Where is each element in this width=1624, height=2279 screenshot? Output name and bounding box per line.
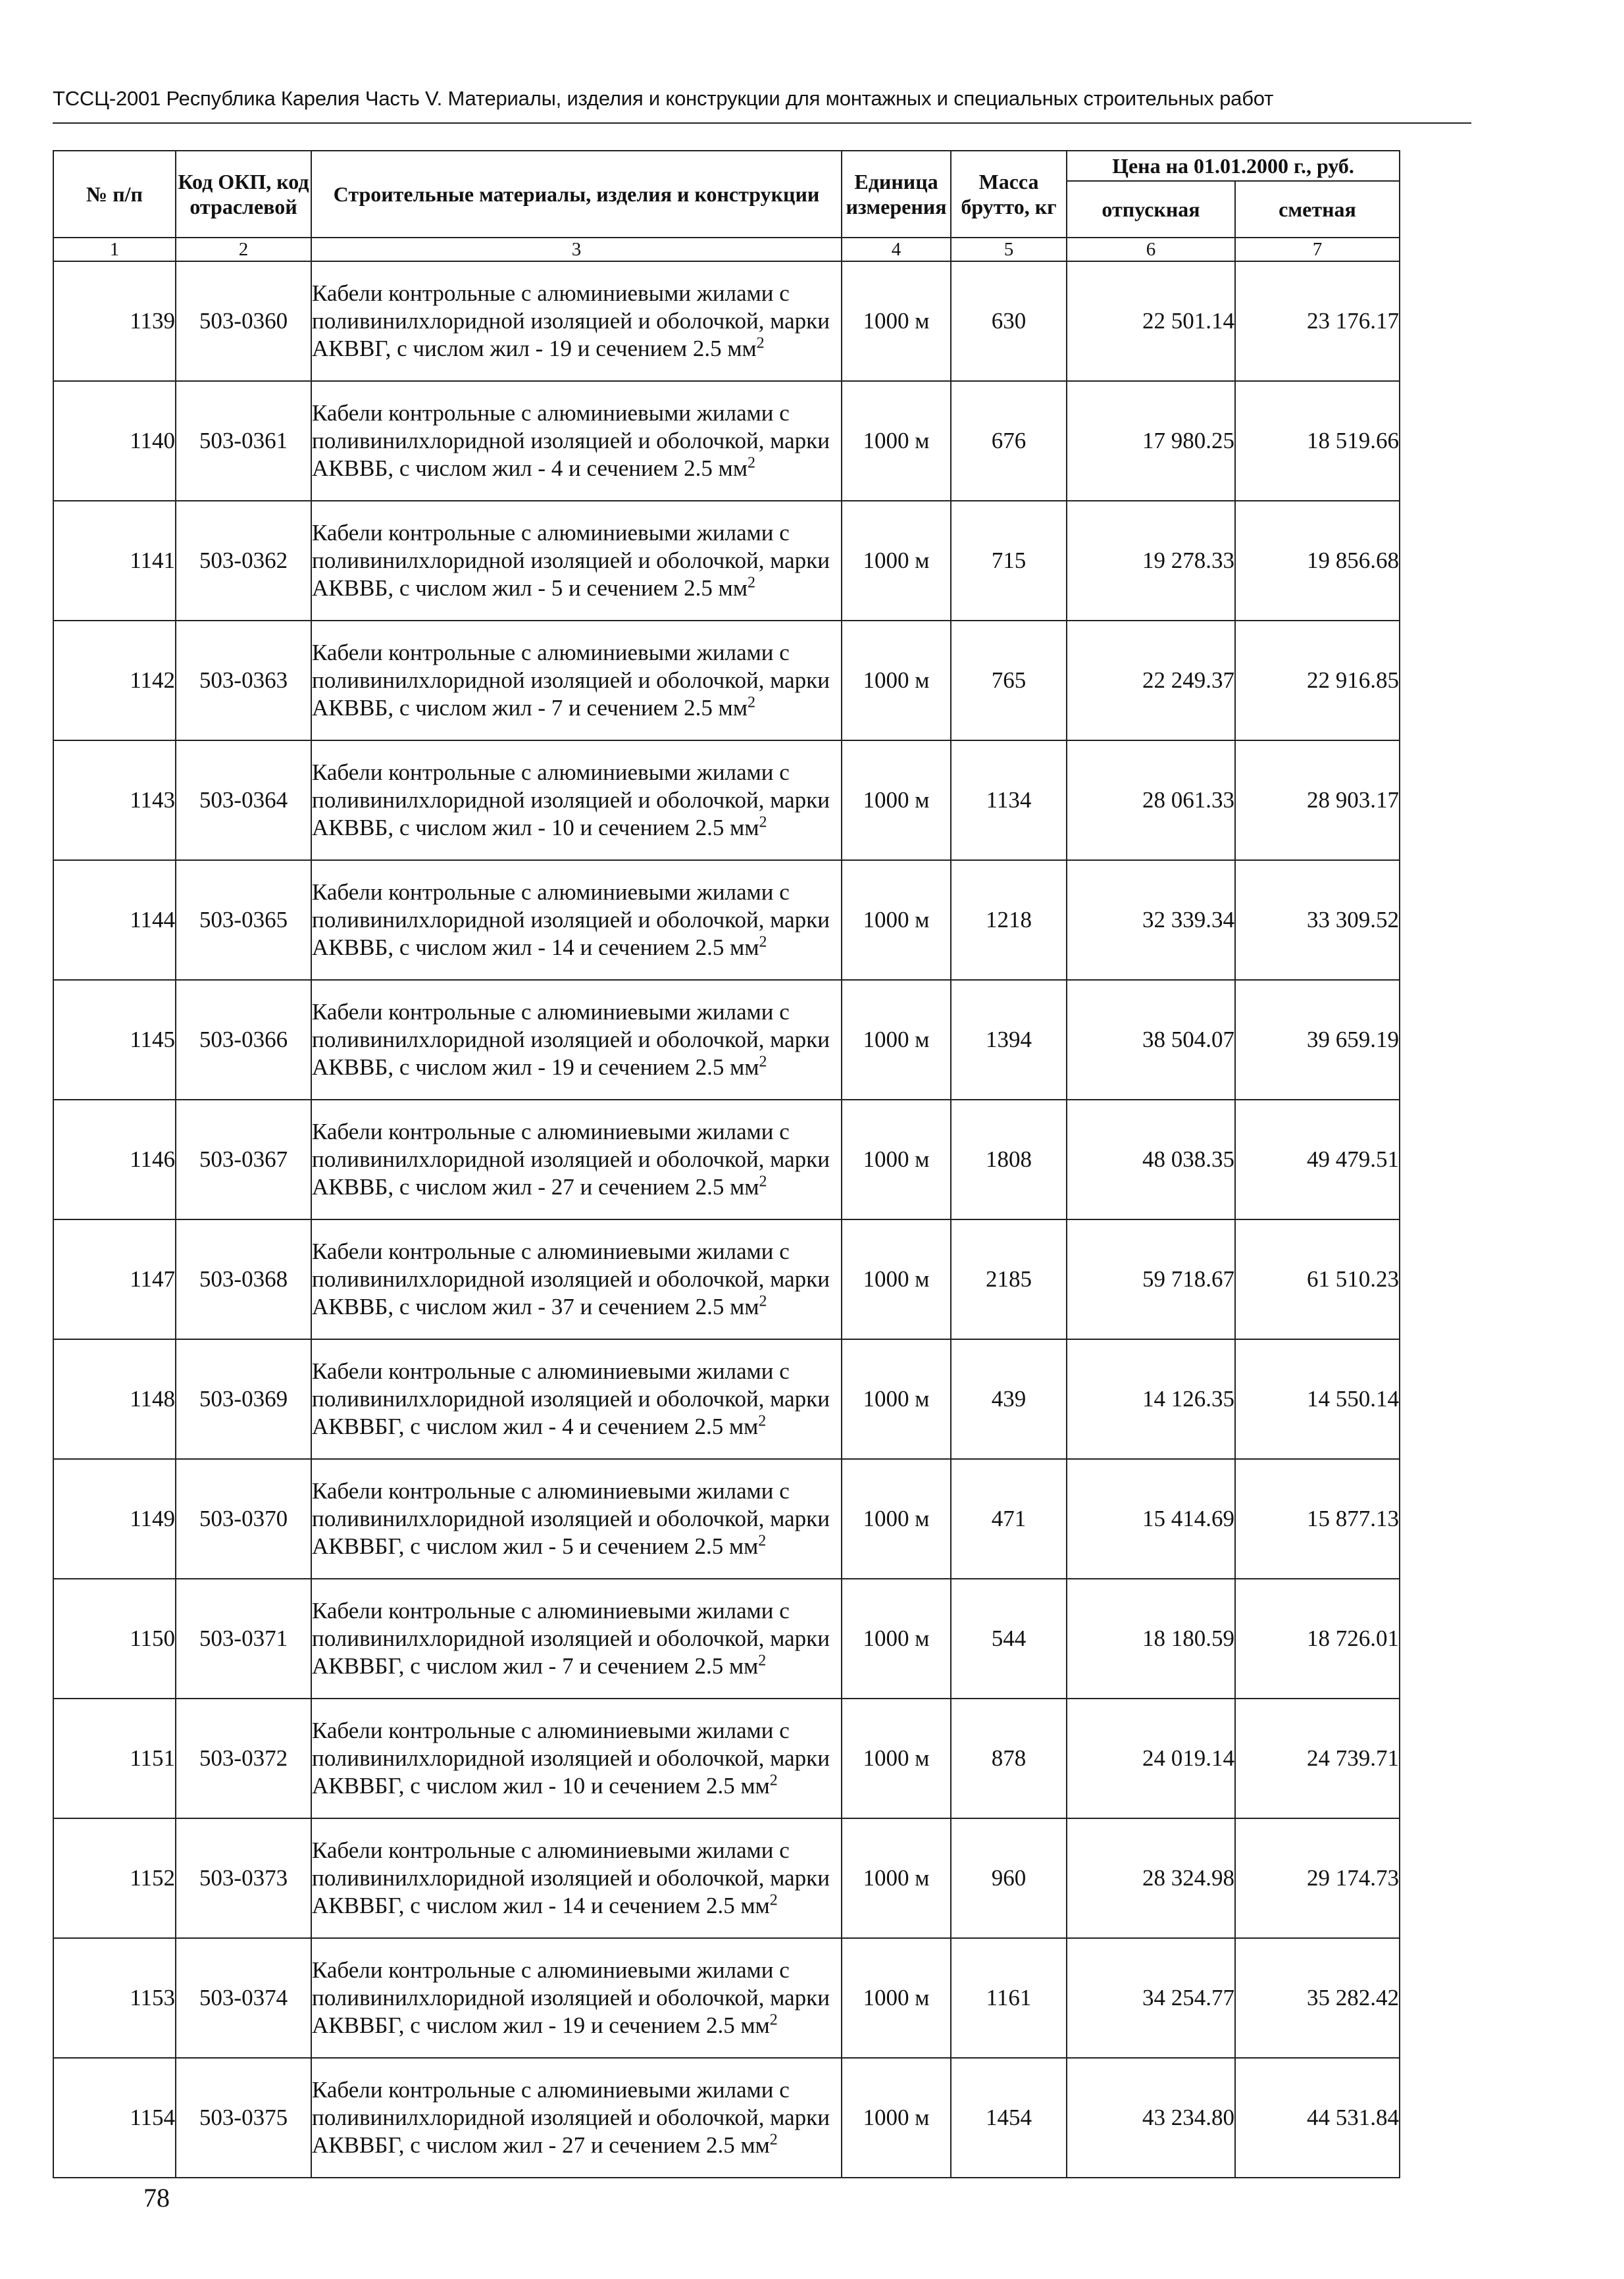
estimate-price: 39 659.19 — [1235, 980, 1400, 1100]
unit-of-measure: 1000 м — [842, 980, 951, 1100]
squared-superscript: 2 — [747, 574, 755, 592]
column-number: 1 — [53, 238, 176, 261]
description-text: Кабели контрольные с алюминиевыми жилами с поливинилхлоридной изоляцией и оболочкой, марки АКВВБГ, с числом жил - 19 и сечением 2.5 мм — [312, 1957, 830, 2038]
description-text: Кабели контрольные с алюминиевыми жилами с поливинилхлоридной изоляцией и оболочкой, марки АКВВБГ, с числом жил - 27 и сечением 2.5 мм — [312, 2077, 830, 2158]
table-row — [53, 261, 1400, 381]
table-row — [53, 381, 1400, 501]
okp-code: 503-0361 — [176, 381, 311, 501]
header-divider — [53, 122, 1471, 124]
row-number: 1146 — [53, 1100, 176, 1219]
description-text: Кабели контрольные с алюминиевыми жилами с поливинилхлоридной изоляцией и оболочкой, марки АКВВБГ, с числом жил - 10 и сечением 2.5 мм — [312, 1718, 830, 1799]
estimate-price: 44 531.84 — [1235, 2058, 1400, 2178]
estimate-price: 29 174.73 — [1235, 1818, 1400, 1938]
description-text: Кабели контрольные с алюминиевыми жилами с поливинилхлоридной изоляцией и оболочкой, марки АКВВБ, с числом жил - 10 и сечением 2.5 мм — [312, 759, 830, 840]
row-number: 1142 — [53, 621, 176, 740]
unit-of-measure: 1000 м — [842, 1938, 951, 2058]
okp-code: 503-0369 — [176, 1339, 311, 1459]
gross-mass: 471 — [951, 1459, 1067, 1579]
squared-superscript: 2 — [759, 1053, 767, 1071]
okp-code: 503-0373 — [176, 1818, 311, 1938]
release-price: 43 234.80 — [1067, 2058, 1235, 2178]
squared-superscript: 2 — [756, 334, 765, 352]
squared-superscript: 2 — [769, 1772, 778, 1789]
okp-code: 503-0366 — [176, 980, 311, 1100]
gross-mass: 676 — [951, 381, 1067, 501]
header-no: № п/п — [53, 151, 176, 238]
description-text: Кабели контрольные с алюминиевыми жилами с поливинилхлоридной изоляцией и оболочкой, марки АКВВБ, с числом жил - 7 и сечением 2.5 мм — [312, 640, 830, 721]
description-text: Кабели контрольные с алюминиевыми жилами с поливинилхлоридной изоляцией и оболочкой, марки АКВВБ, с числом жил - 5 и сечением 2.5 мм — [312, 520, 830, 601]
okp-code: 503-0363 — [176, 621, 311, 740]
description-text: Кабели контрольные с алюминиевыми жилами с поливинилхлоридной изоляцией и оболочкой, марки АКВВБ, с числом жил - 14 и сечением 2.5 мм — [312, 879, 830, 960]
estimate-price: 14 550.14 — [1235, 1339, 1400, 1459]
release-price: 28 324.98 — [1067, 1818, 1235, 1938]
material-description — [311, 621, 842, 740]
unit-of-measure: 1000 м — [842, 1818, 951, 1938]
release-price: 38 504.07 — [1067, 980, 1235, 1100]
okp-code: 503-0370 — [176, 1459, 311, 1579]
material-description — [311, 1699, 842, 1818]
estimate-price: 33 309.52 — [1235, 860, 1400, 980]
release-price: 17 980.25 — [1067, 381, 1235, 501]
table-row — [53, 501, 1400, 621]
column-number: 4 — [842, 238, 951, 261]
row-number: 1147 — [53, 1219, 176, 1339]
squared-superscript: 2 — [758, 1652, 767, 1670]
column-number: 3 — [311, 238, 842, 261]
estimate-price: 28 903.17 — [1235, 740, 1400, 860]
unit-of-measure: 1000 м — [842, 860, 951, 980]
table-row — [53, 1459, 1400, 1579]
row-number: 1141 — [53, 501, 176, 621]
okp-code: 503-0367 — [176, 1100, 311, 1219]
row-number: 1143 — [53, 740, 176, 860]
material-description — [311, 1100, 842, 1219]
material-description — [311, 980, 842, 1100]
estimate-price: 22 916.85 — [1235, 621, 1400, 740]
squared-superscript: 2 — [758, 1532, 767, 1550]
material-description — [311, 501, 842, 621]
release-price: 19 278.33 — [1067, 501, 1235, 621]
column-number: 7 — [1235, 238, 1400, 261]
release-price: 28 061.33 — [1067, 740, 1235, 860]
estimate-price: 49 479.51 — [1235, 1100, 1400, 1219]
release-price: 22 501.14 — [1067, 261, 1235, 381]
description-text: Кабели контрольные с алюминиевыми жилами с поливинилхлоридной изоляцией и оболочкой, марки АКВВГ, с числом жил - 19 и сечением 2.5 мм — [312, 280, 830, 361]
squared-superscript: 2 — [759, 933, 767, 951]
okp-code: 503-0372 — [176, 1699, 311, 1818]
description-text: Кабели контрольные с алюминиевыми жилами с поливинилхлоридной изоляцией и оболочкой, марки АКВВБГ, с числом жил - 7 и сечением 2.5 мм — [312, 1598, 830, 1679]
table-row — [53, 2058, 1400, 2178]
table-row — [53, 1699, 1400, 1818]
price-table — [53, 150, 1400, 2178]
squared-superscript: 2 — [759, 1173, 767, 1191]
gross-mass: 878 — [951, 1699, 1067, 1818]
table-row — [53, 1339, 1400, 1459]
unit-of-measure: 1000 м — [842, 381, 951, 501]
column-number: 6 — [1067, 238, 1235, 261]
header-okp-code: Код ОКП, код отраслевой — [176, 151, 311, 238]
gross-mass: 1134 — [951, 740, 1067, 860]
material-description — [311, 1818, 842, 1938]
material-description — [311, 1339, 842, 1459]
okp-code: 503-0364 — [176, 740, 311, 860]
gross-mass: 439 — [951, 1339, 1067, 1459]
estimate-price: 35 282.42 — [1235, 1938, 1400, 2058]
column-number: 5 — [951, 238, 1067, 261]
page-number: 78 — [143, 2183, 170, 2213]
release-price: 48 038.35 — [1067, 1100, 1235, 1219]
gross-mass: 1218 — [951, 860, 1067, 980]
unit-of-measure: 1000 м — [842, 501, 951, 621]
unit-of-measure: 1000 м — [842, 1339, 951, 1459]
row-number: 1150 — [53, 1579, 176, 1699]
material-description — [311, 1459, 842, 1579]
unit-of-measure: 1000 м — [842, 1219, 951, 1339]
page-header-title: ТССЦ-2001 Республика Карелия Часть V. Материалы, изделия и конструкции для монтажных и специальных строительных работ — [53, 87, 1274, 110]
material-description — [311, 740, 842, 860]
unit-of-measure: 1000 м — [842, 1699, 951, 1818]
description-text: Кабели контрольные с алюминиевыми жилами с поливинилхлоридной изоляцией и оболочкой, марки АКВВБГ, с числом жил - 4 и сечением 2.5 мм — [312, 1358, 830, 1439]
description-text: Кабели контрольные с алюминиевыми жилами с поливинилхлоридной изоляцией и оболочкой, марки АКВВБГ, с числом жил - 5 и сечением 2.5 мм — [312, 1478, 830, 1559]
description-text: Кабели контрольные с алюминиевыми жилами с поливинилхлоридной изоляцией и оболочкой, марки АКВВБГ, с числом жил - 14 и сечением 2.5 мм — [312, 1837, 830, 1918]
header-materials: Строительные материалы, изделия и конструкции — [311, 151, 842, 238]
squared-superscript: 2 — [747, 454, 755, 472]
release-price: 18 180.59 — [1067, 1579, 1235, 1699]
row-number: 1140 — [53, 381, 176, 501]
okp-code: 503-0371 — [176, 1579, 311, 1699]
gross-mass: 544 — [951, 1579, 1067, 1699]
okp-code: 503-0368 — [176, 1219, 311, 1339]
table-row — [53, 980, 1400, 1100]
okp-code: 503-0360 — [176, 261, 311, 381]
squared-superscript: 2 — [769, 2011, 778, 2029]
description-text: Кабели контрольные с алюминиевыми жилами с поливинилхлоридной изоляцией и оболочкой, марки АКВВБ, с числом жил - 4 и сечением 2.5 мм — [312, 400, 830, 481]
column-number: 2 — [176, 238, 311, 261]
table-row — [53, 1938, 1400, 2058]
table-row — [53, 1818, 1400, 1938]
row-number: 1152 — [53, 1818, 176, 1938]
release-price: 15 414.69 — [1067, 1459, 1235, 1579]
row-number: 1139 — [53, 261, 176, 381]
unit-of-measure: 1000 м — [842, 261, 951, 381]
header-price-estimate: сметная — [1235, 181, 1400, 238]
release-price: 34 254.77 — [1067, 1938, 1235, 2058]
gross-mass: 2185 — [951, 1219, 1067, 1339]
table-row — [53, 1100, 1400, 1219]
header-unit: Единица измерения — [842, 151, 951, 238]
description-text: Кабели контрольные с алюминиевыми жилами с поливинилхлоридной изоляцией и оболочкой, марки АКВВБ, с числом жил - 37 и сечением 2.5 мм — [312, 1239, 830, 1319]
estimate-price: 19 856.68 — [1235, 501, 1400, 621]
material-description — [311, 1579, 842, 1699]
material-description — [311, 860, 842, 980]
release-price: 32 339.34 — [1067, 860, 1235, 980]
unit-of-measure: 1000 м — [842, 1100, 951, 1219]
estimate-price: 18 726.01 — [1235, 1579, 1400, 1699]
table-row — [53, 1219, 1400, 1339]
okp-code: 503-0362 — [176, 501, 311, 621]
gross-mass: 1808 — [951, 1100, 1067, 1219]
unit-of-measure: 1000 м — [842, 1579, 951, 1699]
row-number: 1153 — [53, 1938, 176, 2058]
gross-mass: 960 — [951, 1818, 1067, 1938]
table-row — [53, 740, 1400, 860]
material-description — [311, 1938, 842, 2058]
material-description — [311, 2058, 842, 2178]
description-text: Кабели контрольные с алюминиевыми жилами с поливинилхлоридной изоляцией и оболочкой, марки АКВВБ, с числом жил - 19 и сечением 2.5 мм — [312, 999, 830, 1080]
release-price: 59 718.67 — [1067, 1219, 1235, 1339]
column-number-row — [53, 238, 1400, 261]
gross-mass: 1161 — [951, 1938, 1067, 2058]
squared-superscript: 2 — [769, 1891, 778, 1909]
estimate-price: 15 877.13 — [1235, 1459, 1400, 1579]
gross-mass: 1394 — [951, 980, 1067, 1100]
row-number: 1151 — [53, 1699, 176, 1818]
gross-mass: 630 — [951, 261, 1067, 381]
okp-code: 503-0365 — [176, 860, 311, 980]
table-row — [53, 1579, 1400, 1699]
okp-code: 503-0374 — [176, 1938, 311, 2058]
estimate-price: 18 519.66 — [1235, 381, 1400, 501]
header-mass: Масса брутто, кг — [951, 151, 1067, 238]
material-description — [311, 1219, 842, 1339]
okp-code: 503-0375 — [176, 2058, 311, 2178]
row-number: 1148 — [53, 1339, 176, 1459]
unit-of-measure: 1000 м — [842, 2058, 951, 2178]
unit-of-measure: 1000 м — [842, 1459, 951, 1579]
material-description — [311, 381, 842, 501]
row-number: 1145 — [53, 980, 176, 1100]
row-number: 1154 — [53, 2058, 176, 2178]
release-price: 14 126.35 — [1067, 1339, 1235, 1459]
gross-mass: 715 — [951, 501, 1067, 621]
material-description — [311, 261, 842, 381]
header-price-release: отпускная — [1067, 181, 1235, 238]
estimate-price: 61 510.23 — [1235, 1219, 1400, 1339]
estimate-price: 24 739.71 — [1235, 1699, 1400, 1818]
header-price-group: Цена на 01.01.2000 г., руб. — [1067, 151, 1400, 181]
row-number: 1144 — [53, 860, 176, 980]
table-row — [53, 621, 1400, 740]
table-body — [53, 261, 1400, 2178]
squared-superscript: 2 — [758, 1412, 767, 1430]
gross-mass: 1454 — [951, 2058, 1067, 2178]
release-price: 24 019.14 — [1067, 1699, 1235, 1818]
release-price: 22 249.37 — [1067, 621, 1235, 740]
gross-mass: 765 — [951, 621, 1067, 740]
unit-of-measure: 1000 м — [842, 621, 951, 740]
unit-of-measure: 1000 м — [842, 740, 951, 860]
squared-superscript: 2 — [769, 2131, 778, 2149]
description-text: Кабели контрольные с алюминиевыми жилами с поливинилхлоридной изоляцией и оболочкой, марки АКВВБ, с числом жил - 27 и сечением 2.5 мм — [312, 1119, 830, 1200]
row-number: 1149 — [53, 1459, 176, 1579]
squared-superscript: 2 — [747, 694, 755, 711]
squared-superscript: 2 — [759, 1293, 767, 1310]
squared-superscript: 2 — [759, 813, 767, 831]
estimate-price: 23 176.17 — [1235, 261, 1400, 381]
table-row — [53, 860, 1400, 980]
